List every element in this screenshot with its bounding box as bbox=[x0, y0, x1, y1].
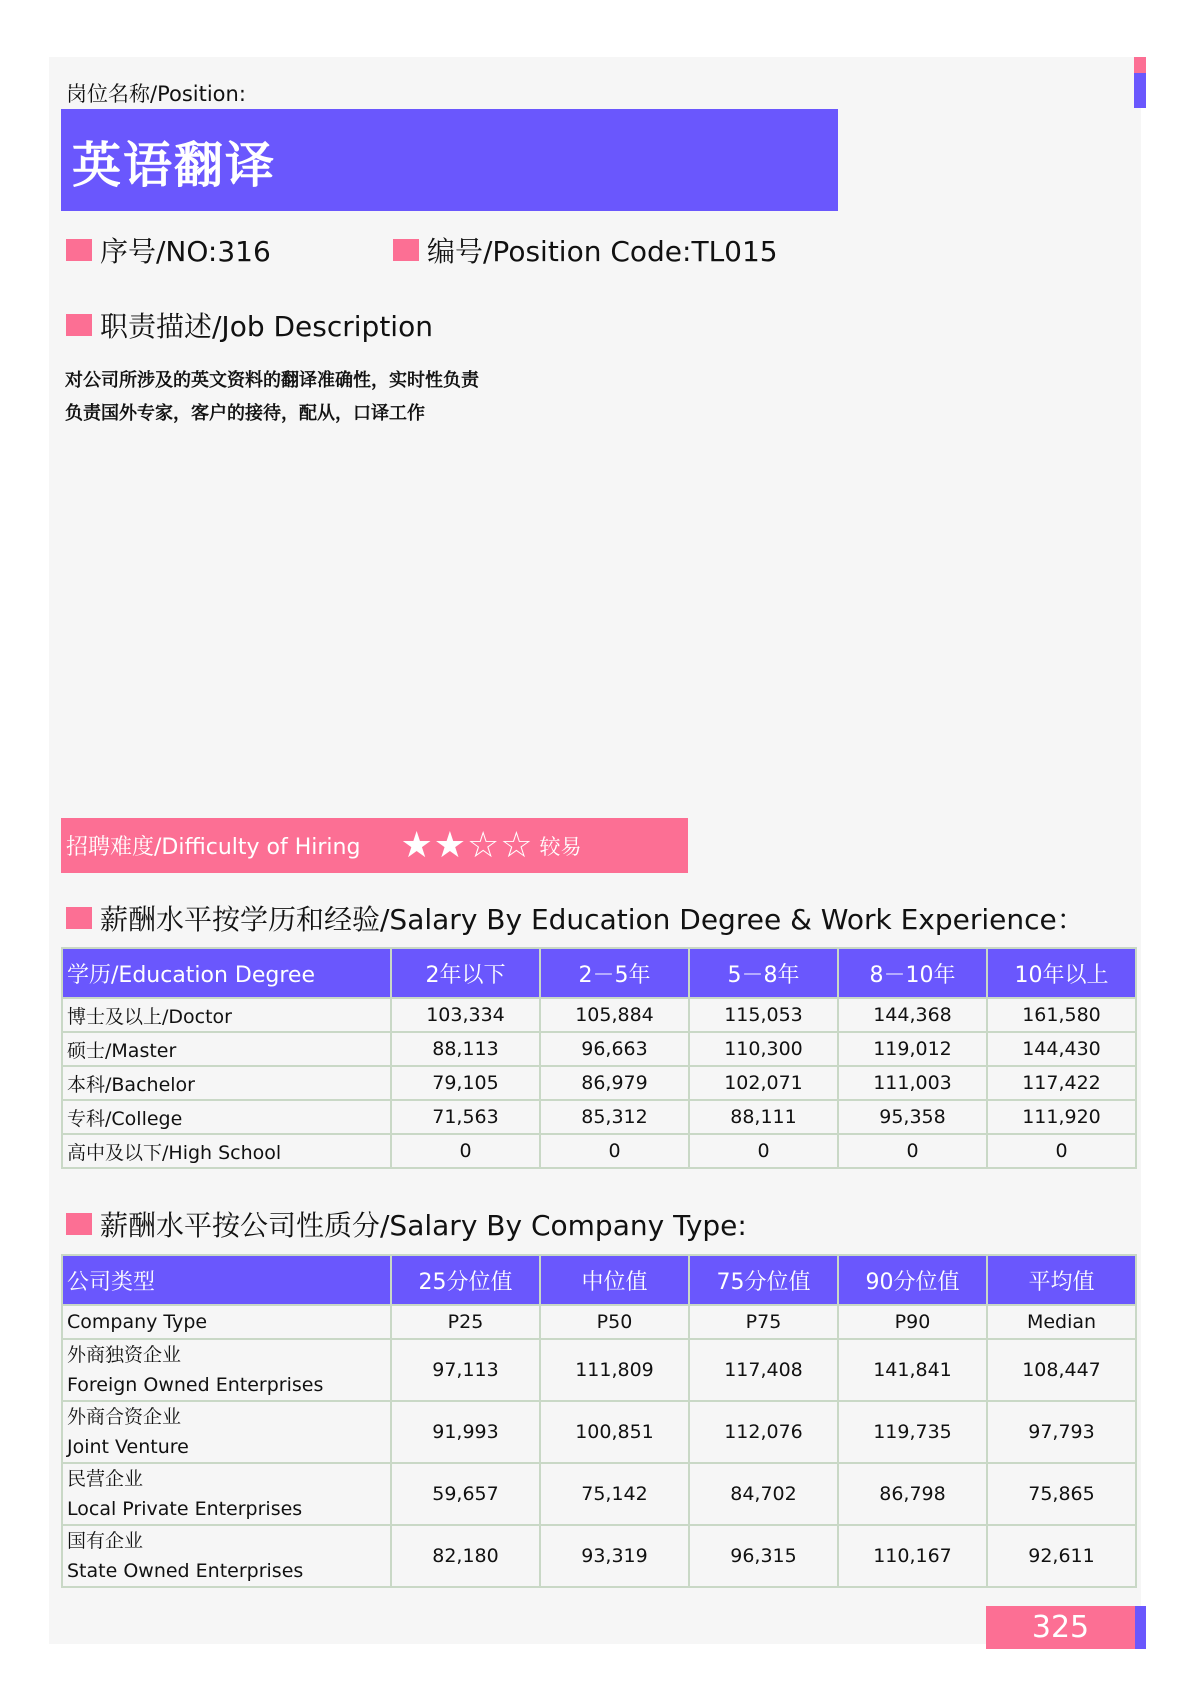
table-cell: P25 bbox=[391, 1305, 540, 1339]
hiring-difficulty-level: 较易 bbox=[539, 834, 582, 859]
table-cell: 117,408 bbox=[689, 1339, 838, 1401]
company-type-cell bbox=[62, 1463, 391, 1525]
table-cell: 144,430 bbox=[987, 1032, 1136, 1066]
position-title: 英语翻译 bbox=[72, 137, 277, 194]
table-cell: Company Type bbox=[62, 1305, 391, 1339]
table-cell: 59,657 bbox=[391, 1463, 540, 1525]
table-cell: 96,315 bbox=[689, 1525, 838, 1587]
table-cell: 75,865 bbox=[987, 1463, 1136, 1525]
table-cell: 85,312 bbox=[540, 1100, 689, 1134]
table-cell: 95,358 bbox=[838, 1100, 987, 1134]
table-header-cell: 10年以上 bbox=[987, 948, 1136, 998]
table-header-cell: 5－8年 bbox=[689, 948, 838, 998]
education-salary-table bbox=[61, 947, 1137, 1169]
table-cell: 97,793 bbox=[987, 1401, 1136, 1463]
hiring-difficulty-label: 招聘难度/Difficulty of Hiring bbox=[66, 835, 361, 860]
table-cell: 71,563 bbox=[391, 1100, 540, 1134]
table-subheader-row bbox=[62, 1305, 1136, 1339]
company-salary-table bbox=[61, 1254, 1137, 1588]
table-cell: P50 bbox=[540, 1305, 689, 1339]
table-cell: 0 bbox=[689, 1134, 838, 1168]
table-cell: 88,113 bbox=[391, 1032, 540, 1066]
table-row bbox=[62, 1463, 1136, 1525]
hiring-difficulty-bar bbox=[61, 818, 688, 873]
table-cell: 111,809 bbox=[540, 1339, 689, 1401]
table-header-cell: 90分位值 bbox=[838, 1255, 987, 1305]
table-cell: 博士及以上/Doctor bbox=[62, 998, 391, 1032]
company-type-cell bbox=[62, 1525, 391, 1587]
table-cell: 105,884 bbox=[540, 998, 689, 1032]
code-label: 编号/Position Code:TL015 bbox=[427, 235, 778, 268]
table-cell: 161,580 bbox=[987, 998, 1136, 1032]
company-type-en: Foreign Owned Enterprises bbox=[67, 1374, 324, 1396]
table-cell: 0 bbox=[987, 1134, 1136, 1168]
table-cell: 110,300 bbox=[689, 1032, 838, 1066]
company-type-cn: 外商独资企业 bbox=[67, 1344, 182, 1366]
table-row bbox=[62, 1525, 1136, 1587]
education-salary-title: 薪酬水平按学历和经验/Salary By Education Degree & Work Experience： bbox=[100, 903, 1085, 936]
table-header-row bbox=[62, 948, 1136, 998]
table-cell: 111,920 bbox=[987, 1100, 1136, 1134]
table-cell: 92,611 bbox=[987, 1525, 1136, 1587]
company-type-cn: 民营企业 bbox=[67, 1468, 144, 1490]
square-bullet-icon bbox=[66, 314, 92, 336]
table-cell: 0 bbox=[540, 1134, 689, 1168]
company-type-en: State Owned Enterprises bbox=[67, 1560, 304, 1582]
table-cell: 97,113 bbox=[391, 1339, 540, 1401]
company-type-cell bbox=[62, 1401, 391, 1463]
table-row bbox=[62, 1339, 1136, 1401]
table-cell: 141,841 bbox=[838, 1339, 987, 1401]
table-cell: 117,422 bbox=[987, 1066, 1136, 1100]
table-header-cell: 平均值 bbox=[987, 1255, 1136, 1305]
page-number-accent bbox=[1135, 1606, 1146, 1649]
table-row bbox=[62, 998, 1136, 1032]
table-header-cell: 2年以下 bbox=[391, 948, 540, 998]
table-cell: 0 bbox=[838, 1134, 987, 1168]
table-cell: 119,735 bbox=[838, 1401, 987, 1463]
table-cell: 103,334 bbox=[391, 998, 540, 1032]
company-type-cell bbox=[62, 1339, 391, 1401]
company-type-cn: 外商合资企业 bbox=[67, 1406, 182, 1428]
company-type-en: Joint Venture bbox=[67, 1436, 189, 1458]
company-salary-heading bbox=[66, 1204, 747, 1244]
table-row bbox=[62, 1134, 1136, 1168]
table-cell: 86,798 bbox=[838, 1463, 987, 1525]
table-cell: 91,993 bbox=[391, 1401, 540, 1463]
table-cell: 硕士/Master bbox=[62, 1032, 391, 1066]
education-salary-heading bbox=[66, 898, 1085, 938]
table-cell: 86,979 bbox=[540, 1066, 689, 1100]
table-header-cell: 2－5年 bbox=[540, 948, 689, 998]
table-row bbox=[62, 1100, 1136, 1134]
table-row bbox=[62, 1032, 1136, 1066]
job-description-line: 负责国外专家，客户的接待，配从，口译工作 bbox=[65, 403, 425, 424]
table-cell: 110,167 bbox=[838, 1525, 987, 1587]
square-bullet-icon bbox=[393, 239, 419, 261]
table-header-cell: 学历/Education Degree bbox=[62, 948, 391, 998]
table-cell: P75 bbox=[689, 1305, 838, 1339]
table-cell: 102,071 bbox=[689, 1066, 838, 1100]
company-salary-title: 薪酬水平按公司性质分/Salary By Company Type: bbox=[100, 1209, 747, 1242]
table-cell: 96,663 bbox=[540, 1032, 689, 1066]
table-header-cell: 75分位值 bbox=[689, 1255, 838, 1305]
table-cell: 108,447 bbox=[987, 1339, 1136, 1401]
company-type-en: Local Private Enterprises bbox=[67, 1498, 303, 1520]
job-description-title: 职责描述/Job Description bbox=[100, 310, 433, 343]
side-accent-pink bbox=[1134, 57, 1146, 73]
no-label: 序号/NO:316 bbox=[100, 235, 271, 268]
position-label: 岗位名称/Position: bbox=[66, 82, 246, 106]
table-cell: 100,851 bbox=[540, 1401, 689, 1463]
job-description-heading bbox=[66, 305, 433, 345]
table-row bbox=[62, 1401, 1136, 1463]
table-cell: 88,111 bbox=[689, 1100, 838, 1134]
table-cell: 93,319 bbox=[540, 1525, 689, 1587]
job-description bbox=[65, 364, 479, 430]
table-row bbox=[62, 1066, 1136, 1100]
table-cell: 82,180 bbox=[391, 1525, 540, 1587]
table-cell: 84,702 bbox=[689, 1463, 838, 1525]
star-rating-icon: ★★☆☆ bbox=[400, 825, 534, 866]
page-number: 325 bbox=[986, 1606, 1135, 1649]
table-header-cell: 中位值 bbox=[540, 1255, 689, 1305]
table-cell: 专科/College bbox=[62, 1100, 391, 1134]
table-header-cell: 公司类型 bbox=[62, 1255, 391, 1305]
table-header-cell: 25分位值 bbox=[391, 1255, 540, 1305]
title-banner bbox=[61, 109, 838, 211]
table-header-row bbox=[62, 1255, 1136, 1305]
table-cell: 119,012 bbox=[838, 1032, 987, 1066]
table-cell: 111,003 bbox=[838, 1066, 987, 1100]
table-cell: Median bbox=[987, 1305, 1136, 1339]
company-type-cn: 国有企业 bbox=[67, 1530, 144, 1552]
table-cell: 0 bbox=[391, 1134, 540, 1168]
table-header-cell: 8－10年 bbox=[838, 948, 987, 998]
table-cell: P90 bbox=[838, 1305, 987, 1339]
side-accent-purple bbox=[1134, 73, 1146, 108]
no-heading bbox=[66, 230, 271, 270]
table-cell: 144,368 bbox=[838, 998, 987, 1032]
square-bullet-icon bbox=[66, 1213, 92, 1235]
table-cell: 高中及以下/High School bbox=[62, 1134, 391, 1168]
table-cell: 本科/Bachelor bbox=[62, 1066, 391, 1100]
square-bullet-icon bbox=[66, 907, 92, 929]
code-heading bbox=[393, 230, 778, 270]
table-cell: 75,142 bbox=[540, 1463, 689, 1525]
square-bullet-icon bbox=[66, 239, 92, 261]
job-description-line: 对公司所涉及的英文资料的翻译准确性，实时性负责 bbox=[65, 370, 479, 391]
table-cell: 79,105 bbox=[391, 1066, 540, 1100]
table-cell: 115,053 bbox=[689, 998, 838, 1032]
table-cell: 112,076 bbox=[689, 1401, 838, 1463]
